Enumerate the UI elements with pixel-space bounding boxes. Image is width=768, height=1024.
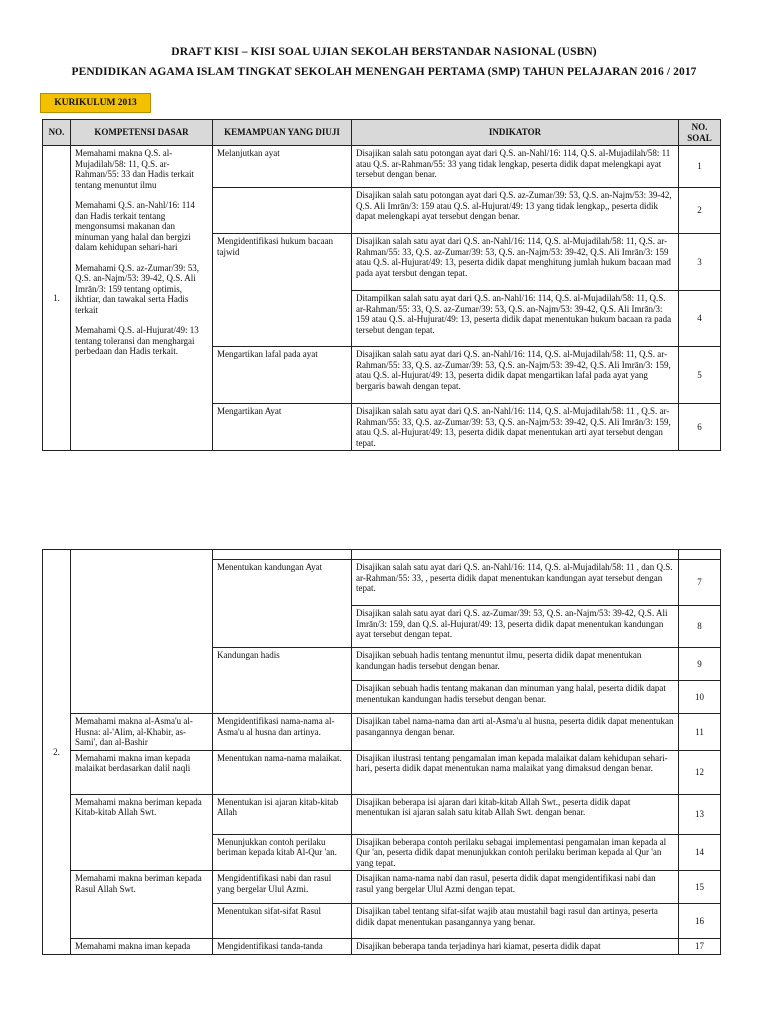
kemampuan-cell: Menentukan kandungan Ayat <box>213 560 352 648</box>
indikator-cell: Disajikan sebuah hadis tentang makanan dan minuman yang halal, peserta didik dapat menentukan kandungan hadis tersebut dengan benar. <box>352 681 679 714</box>
no-soal-cell: 17 <box>679 939 721 955</box>
no-soal-cell: 8 <box>679 606 721 648</box>
table-row <box>43 146 721 188</box>
kemampuan-cell: Mengidentifikasi hukum bacaan tajwid <box>213 234 352 347</box>
no-soal-cell: 9 <box>679 648 721 681</box>
table-row <box>43 714 721 751</box>
kemampuan-cell: Menentukan sifat-sifat Rasul <box>213 904 352 939</box>
document-title: DRAFT KISI – KISI SOAL UJIAN SEKOLAH BERSTANDAR NASIONAL (USBN) <box>171 46 597 58</box>
kemampuan-cell: Menentukan isi ajaran kitab-kitab Allah <box>213 794 352 834</box>
indikator-cell: Disajikan beberapa contoh perilaku sebagai implementasi pengamalan iman kepada al Qur 'an, peserta didik dapat menunjukkan contoh perilaku beriman kepada al Qur 'an yang tepat. <box>352 834 679 871</box>
kompetensi-dasar-cell: Memahami makna iman kepada malaikat berdasarkan dalil naqli <box>71 750 213 794</box>
table-row <box>43 939 721 955</box>
kemampuan-cell <box>213 188 352 234</box>
kd-paragraph: Memahami Q.S. al-Hujurat/49: 13 tentang toleransi dan menghargai perbedaan dan Hadis terkait. <box>75 325 199 356</box>
kemampuan-cell: Kandungan hadis <box>213 648 352 714</box>
indikator-cell: Disajikan salah satu ayat dari Q.S. an-Nahl/16: 114, Q.S. al-Mujadilah/58: 11, Q.S. ar-Rahman/55: 33, Q.S. az-Zumar/39: 53, Q.S. an-Najm/53: 39-42, Q.S. Ali Imrān/3: 159 atau Q.S. al-Hujurat/49: 13, peserta didik dapat menghitung jumlah hukum bacaan mad pada ayat tersbut dengan tepat. <box>352 234 679 291</box>
group-number: 2. <box>43 550 71 955</box>
indikator-cell: Disajikan beberapa tanda terjadinya hari kiamat, peserta didik dapat <box>352 939 679 955</box>
no-soal-cell: 14 <box>679 834 721 871</box>
kd-paragraph: Memahami Q.S. an-Nahl/16: 114 dan Hadis terkait tentang mengonsumsi makanan dan minuman yang halal dan bergizi dalam kehidupan sehari-hari <box>75 200 195 252</box>
no-soal-cell: 12 <box>679 750 721 794</box>
kemampuan-cell: Melanjutkan ayat <box>213 146 352 188</box>
indikator-cell: Disajikan salah satu potongan ayat dari Q.S. an-Nahl/16: 114, Q.S. al-Mujadilah/58: 11 atau Q.S. ar-Rahman/55: 33 yang tidak lengkap, peserta didik dapat melengkapi ayat tersebut dengan benar. <box>352 146 679 188</box>
no-soal-cell: 2 <box>679 188 721 234</box>
indikator-cell: Disajikan salah satu ayat dari Q.S. an-Nahl/16: 114, Q.S. al-Mujadilah/58: 11 , dan Q.S. ar-Rahman/55: 33, , peserta didik dapat menentukan kandungan ayat tersebut dengan tepat. <box>352 560 679 606</box>
indikator-cell: Disajikan salah satu potongan ayat dari Q.S. az-Zumar/39: 53, Q.S. an-Najm/53: 39-42, Q.S. Ali Imrān/3: 159 atau Q.S. al-Hujurat/49: 13 yang tidak lengkap,, peserta didik dapat melengkapi ayat tersebut dengan benar. <box>352 188 679 234</box>
no-soal-cell: 1 <box>679 146 721 188</box>
kurikulum-badge: KURIKULUM 2013 <box>40 93 151 113</box>
kemampuan-cell: Mengartikan Ayat <box>213 404 352 451</box>
table-row <box>43 871 721 904</box>
table-row <box>43 750 721 794</box>
kd-paragraph: Memahami makna Q.S. al-Mujadilah/58: 11, Q.S. ar-Rahman/55: 33 dan Hadis terkait tentang menuntut ilmu <box>75 148 194 190</box>
kemampuan-cell: Mengidentifikasi nabi dan rasul yang bergelar Ulul Azmi. <box>213 871 352 904</box>
kemampuan-cell: Mengidentifikasi tanda-tanda <box>213 939 352 955</box>
indikator-cell: Disajikan sebuah hadis tentang menuntut ilmu, peserta didik dapat menentukan kandungan hadis tersebut dengan benar. <box>352 648 679 681</box>
no-soal-cell: 7 <box>679 560 721 606</box>
indikator-cell: Disajikan tabel tentang sifat-sifat wajib atau mustahil bagi rasul dan artinya, peserta didik dapat menentukan pasangannya yang benar. <box>352 904 679 939</box>
indikator-cell: Disajikan beberapa isi ajaran dari kitab-kitab Allah Swt., peserta didik dapat menentukan isi ajaran salah satu kitab Allah Swt. dengan benar. <box>352 794 679 834</box>
indikator-cell: Disajikan salah satu ayat dari Q.S. an-Nahl/16: 114, Q.S. al-Mujadilah/58: 11, Q.S. ar-Rahman/55: 33, Q.S. az-Zumar/39: 53, Q.S. an-Najm/53: 39-42, Q.S. Ali Imrān/3: 159, atau Q.S. al-Hujurat/49: 13, peserta didik dapat mengartikan lafal pada ayat yang bergaris bawah dengan tepat. <box>352 347 679 404</box>
no-soal-cell: 10 <box>679 681 721 714</box>
kompetensi-dasar-cell: Memahami makna al-Asma'u al-Husna: al-'Alim, al-Khabir, as-Sami', dan al-Bashir <box>71 714 213 751</box>
header-kemampuan: KEMAMPUAN YANG DIUJI <box>213 120 352 146</box>
document-subtitle: PENDIDIKAN AGAMA ISLAM TINGKAT SEKOLAH MENENGAH PERTAMA (SMP) TAHUN PELAJARAN 2016 / 2017 <box>71 66 697 78</box>
indikator-cell: Disajikan tabel nama-nama dan arti al-Asma'u al husna, peserta didik dapat menentukan pasangannya dengan benar. <box>352 714 679 751</box>
table-empty-header-row <box>43 550 721 560</box>
kemampuan-cell: Menentukan nama-nama malaikat. <box>213 750 352 794</box>
indikator-cell: Disajikan salah satu ayat dari Q.S. az-Zumar/39: 53, Q.S. an-Najm/53: 39-42, Q.S. Ali Imrān/3: 159, dan Q.S. al-Hujurat/49: 13, peserta didik dapat menentukan kandungan ayat tersebut dengan tepat. <box>352 606 679 648</box>
kisi-table-page2 <box>42 549 721 955</box>
kd-paragraph: Memahami Q.S. az-Zumar/39: 53, Q.S. an-Najm/53: 39-42, Q.S. Ali Imrān/3: 159 tentang optimis, ikhtiar, dan tawakal serta Hadis terkait <box>75 262 199 315</box>
header-kompetensi-dasar: KOMPETENSI DASAR <box>71 120 213 146</box>
no-soal-cell: 11 <box>679 714 721 751</box>
header-no-soal: NO. SOAL <box>679 120 721 146</box>
no-soal-cell: 16 <box>679 904 721 939</box>
indikator-cell: Disajikan nama-nama nabi dan rasul, peserta didik dapat mengidentifikasi nabi dan rasul yang bergelar Ulul Azmi dengan tepat. <box>352 871 679 904</box>
table-row <box>43 794 721 834</box>
indikator-cell: Disajikan salah satu ayat dari Q.S. an-Nahl/16: 114, Q.S. al-Mujadilah/58: 11 , Q.S. ar-Rahman/55: 33, Q.S. az-Zumar/39: 53, Q.S. an-Najm/53: 39-42, Q.S. Ali Imrān/3: 159, atau Q.S. al-Hujurat/49: 13, peserta didik dapat menentukan arti ayat tersebut dengan tepat. <box>352 404 679 451</box>
kemampuan-cell: Mengidentifikasi nama-nama al-Asma'u al husna dan artinya. <box>213 714 352 751</box>
kompetensi-dasar-cell: Memahami makna iman kepada <box>71 939 213 955</box>
no-soal-cell <box>679 550 721 560</box>
no-soal-cell: 13 <box>679 794 721 834</box>
indikator-cell: Disajikan ilustrasi tentang pengamalan iman kepada malaikat dalam kehidupan sehari-hari, peserta didik dapat menentukan nama malaikat yang dimaksud dengan benar. <box>352 750 679 794</box>
header-no: NO. <box>43 120 71 146</box>
indikator-cell: Ditampilkan salah satu ayat dari Q.S. an-Nahl/16: 114, Q.S. al-Mujadilah/58: 11, Q.S. ar-Rahman/55: 33, Q.S. az-Zumar/39: 53, Q.S. an-Najm/53: 39-42, Q.S. Ali Imrān/3: 159 atau Q.S. al-Hujurat/49: 13, peserta didik dapat menentukan hukum bacaan ra pada tersebut dengan tepat. <box>352 291 679 347</box>
table-header-row <box>43 120 721 146</box>
group-number: 1. <box>43 146 71 451</box>
no-soal-cell: 15 <box>679 871 721 904</box>
kompetensi-dasar-cell <box>71 146 213 451</box>
no-soal-cell: 3 <box>679 234 721 291</box>
no-soal-cell: 4 <box>679 291 721 347</box>
kisi-table-page1 <box>42 119 721 451</box>
indikator-cell <box>352 550 679 560</box>
no-soal-cell: 6 <box>679 404 721 451</box>
kompetensi-dasar-cell: Memahami makna beriman kepada Kitab-kitab Allah Swt. <box>71 794 213 871</box>
kompetensi-dasar-cell <box>71 550 213 714</box>
no-soal-cell: 5 <box>679 347 721 404</box>
kemampuan-cell: Menunjukkan contoh perilaku beriman kepada kitab Al-Qur 'an. <box>213 834 352 871</box>
kemampuan-cell: Mengartikan lafal pada ayat <box>213 347 352 404</box>
kompetensi-dasar-cell: Memahami makna beriman kepada Rasul Allah Swt. <box>71 871 213 939</box>
header-indikator: INDIKATOR <box>352 120 679 146</box>
kemampuan-cell <box>213 550 352 560</box>
